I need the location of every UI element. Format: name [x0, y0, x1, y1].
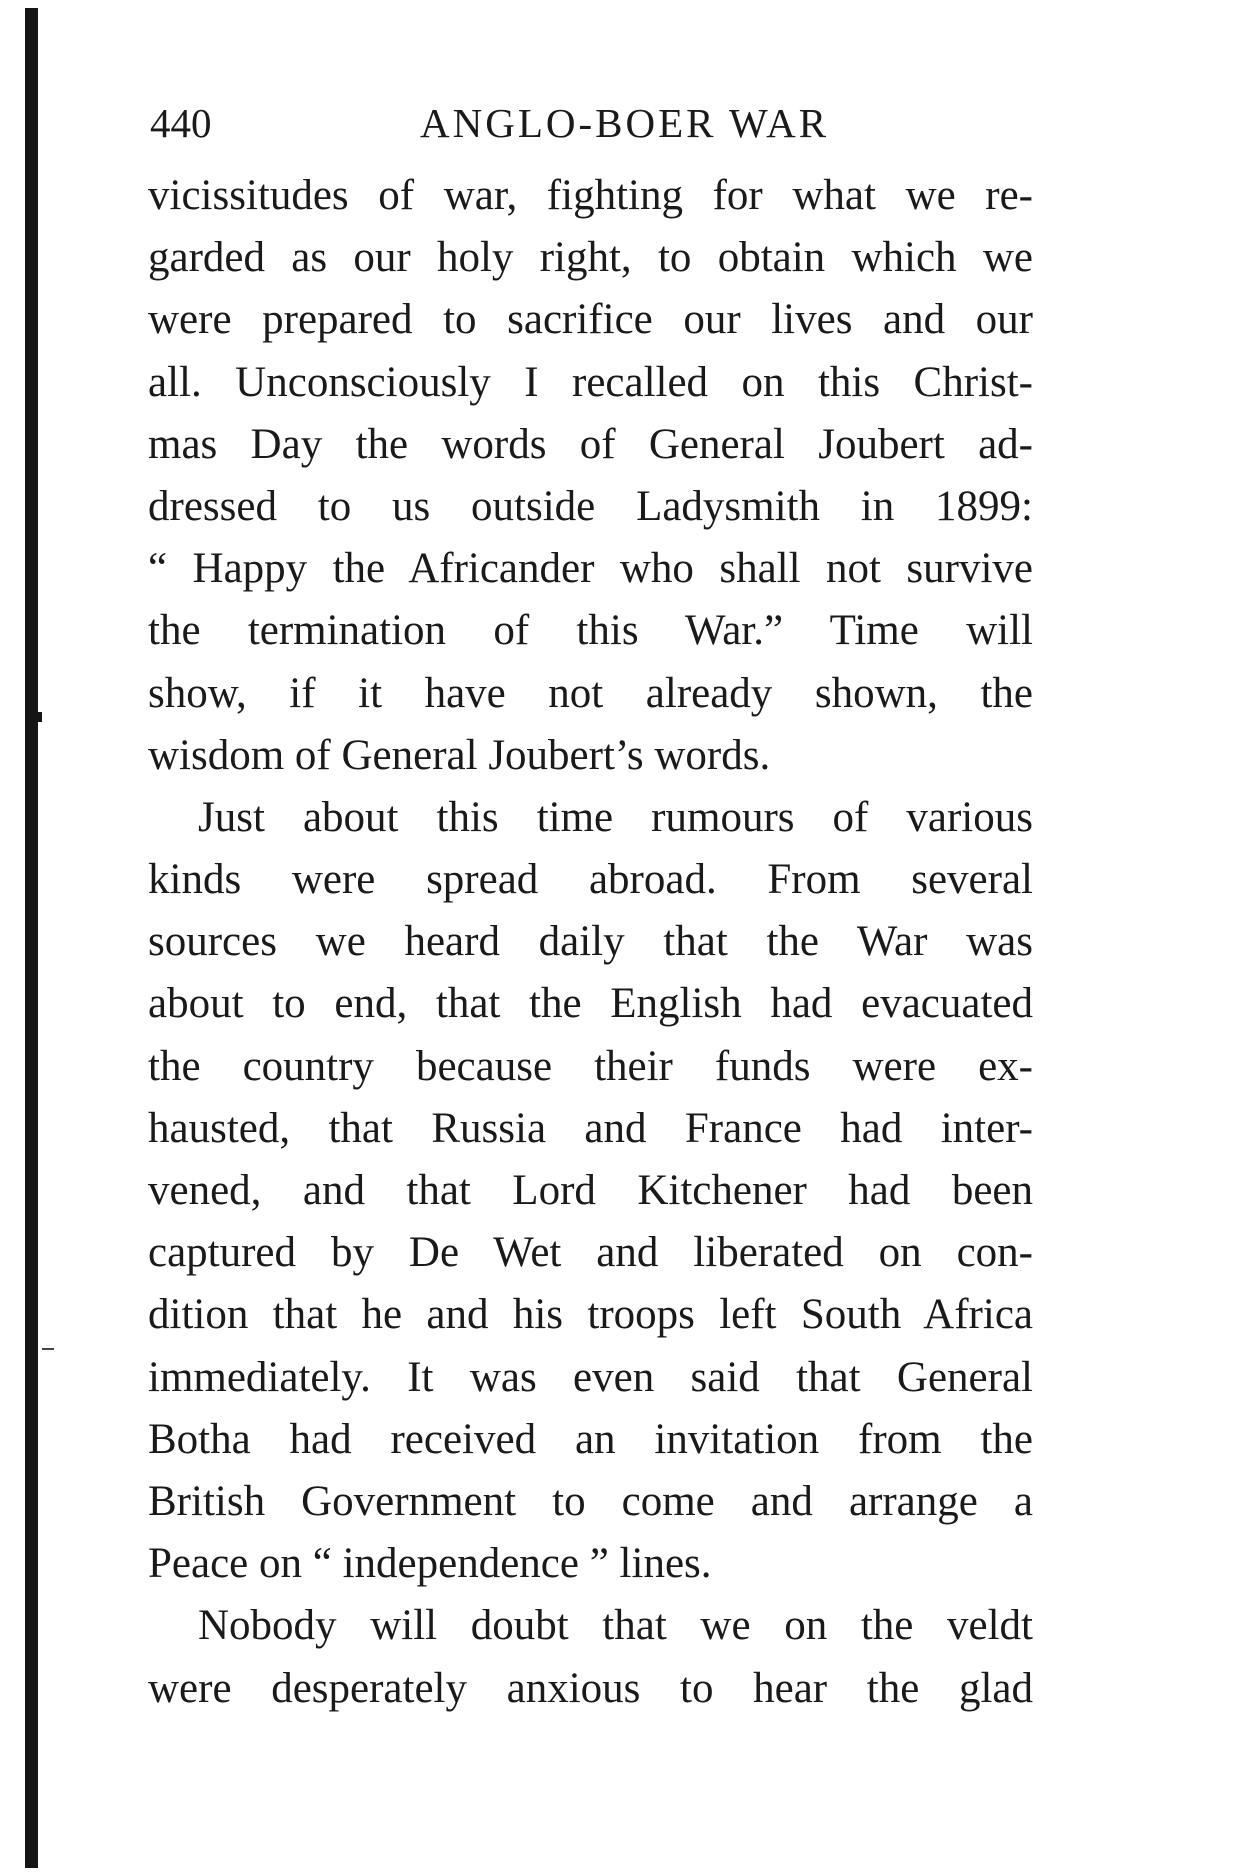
text-line: the country because their funds were ex-	[148, 1042, 1033, 1090]
binding-edge-mark	[42, 1348, 54, 1350]
text-line: vicissitudes of war, fighting for what we re-	[148, 172, 1033, 219]
text-line: kinds were spread abroad. From several	[148, 856, 1033, 904]
text-line: wisdom of General Joubert’s words.	[148, 731, 771, 779]
text-line: the termination of this War.” Time will	[148, 607, 1033, 655]
text-line: were desperately anxious to hear the glad	[148, 1664, 1033, 1712]
running-head	[150, 95, 1030, 151]
text-line: Nobody will doubt that we on the veldt	[198, 1602, 1033, 1650]
text-line: show, if it have not already shown, the	[148, 669, 1033, 717]
text-line: all. Unconsciously I recalled on this Christ-	[148, 358, 1033, 406]
page-binding-edge	[25, 8, 38, 1868]
text-line: sources we heard daily that the War was	[148, 918, 1033, 966]
binding-edge-notch	[38, 712, 42, 722]
text-line: immediately. It was even said that General	[148, 1353, 1033, 1401]
text-line: British Government to come and arrange a	[148, 1477, 1033, 1525]
text-line: about to end, that the English had evacuated	[148, 980, 1033, 1028]
body-text	[148, 165, 1033, 1720]
text-line: hausted, that Russia and France had inter-	[148, 1104, 1033, 1152]
text-line: captured by De Wet and liberated on con-	[148, 1229, 1033, 1277]
text-line: dition that he and his troops left South Africa	[148, 1291, 1033, 1339]
text-line: “ Happy the Africander who shall not survive	[148, 545, 1033, 593]
text-line: garded as our holy right, to obtain which we	[148, 234, 1033, 282]
running-title: ANGLO-BOER WAR	[420, 100, 830, 146]
text-line: dressed to us outside Ladysmith in 1899:	[148, 482, 1033, 530]
text-line: vened, and that Lord Kitchener had been	[148, 1167, 1033, 1214]
page-number: 440	[150, 100, 212, 146]
text-line: Peace on “ independence ” lines.	[148, 1540, 712, 1588]
text-line: were prepared to sacrifice our lives and our	[148, 296, 1033, 344]
text-line: Just about this time rumours of various	[198, 793, 1033, 841]
text-line: mas Day the words of General Joubert ad-	[148, 420, 1033, 468]
text-line: Botha had received an invitation from the	[148, 1415, 1033, 1463]
